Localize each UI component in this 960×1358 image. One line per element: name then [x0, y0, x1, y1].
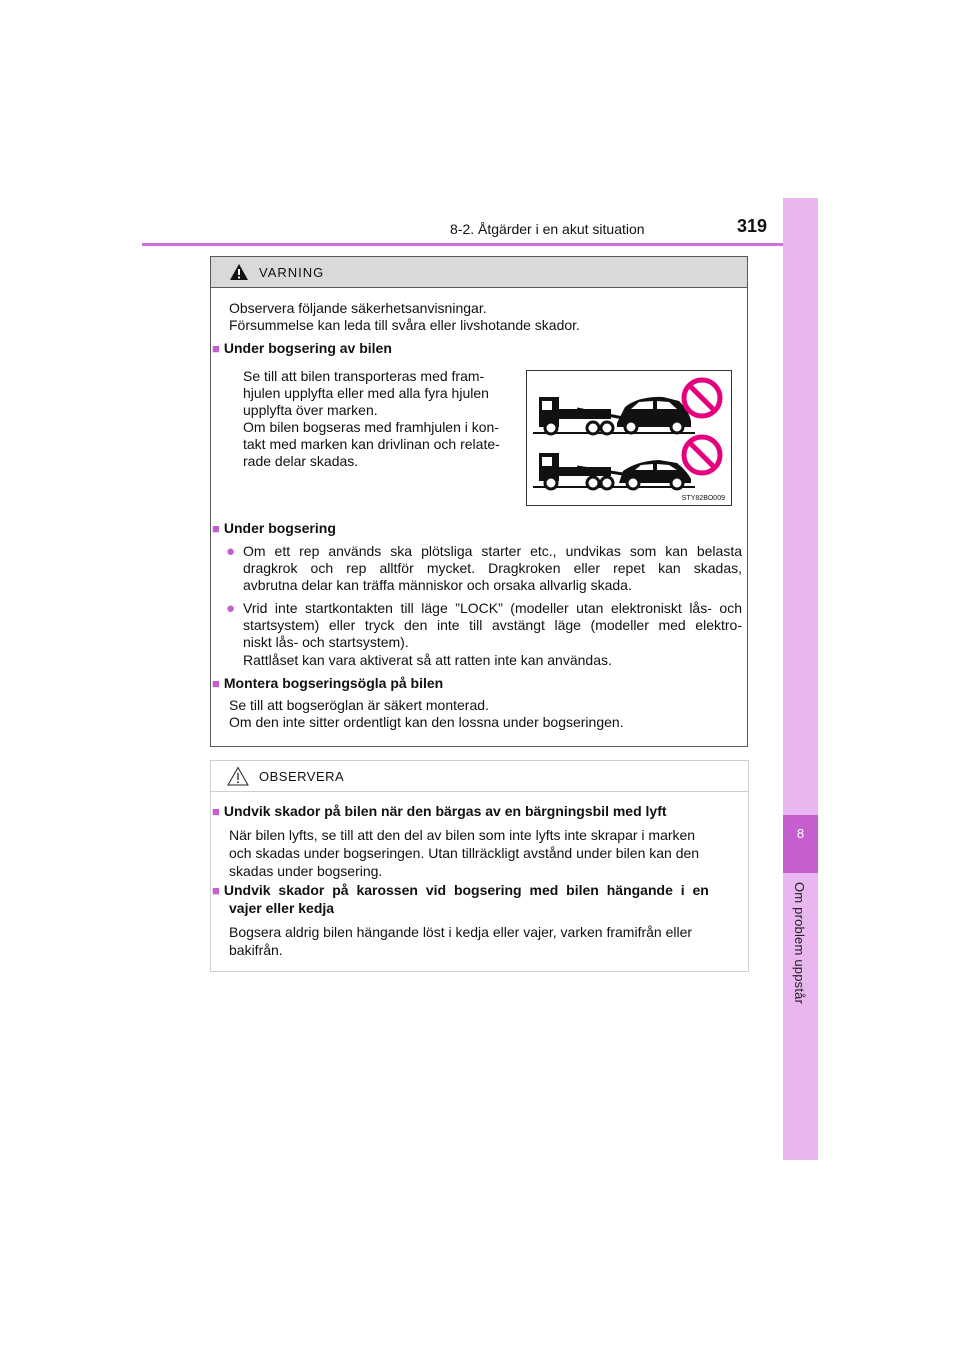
- notice-header: [211, 761, 748, 792]
- square-bullet-icon: ■: [212, 341, 220, 356]
- chapter-side-tab: [783, 198, 818, 1160]
- square-bullet-icon: ■: [212, 883, 220, 898]
- chapter-title: Om problem uppstår: [792, 882, 807, 1005]
- figure-code: STY82BO009: [681, 495, 725, 502]
- section-title: 8-2. Åtgärder i en akut situation: [450, 221, 645, 237]
- header-rule: [142, 243, 818, 246]
- warning-triangle-icon: [229, 263, 249, 281]
- warning-intro-1: Observera följande säkerhetsanvisningar.: [229, 300, 487, 316]
- bullet-dot-icon: ●: [226, 543, 236, 560]
- chapter-number-tab: [783, 815, 818, 873]
- warning-intro-2: Försummelse kan leda till svåra eller livshotande skador.: [229, 317, 580, 333]
- notice-title: OBSERVERA: [259, 768, 345, 784]
- towing-bullet-lock: Vrid inte startkontakten till läge ”LOCK” (modeller utan elektroniskt lås- och startsystem) eller tryck den inte till avstängt läge (modeller med elektro-: [243, 600, 742, 633]
- warning-header: [211, 257, 747, 288]
- chapter-number: 8: [796, 826, 805, 841]
- square-bullet-icon: ■: [212, 804, 220, 819]
- caution-triangle-icon: [227, 766, 249, 786]
- towing-bullet-lock-line4: Rattlåset kan vara aktiverat så att ratten inte kan användas.: [243, 652, 612, 668]
- tow-truck-prohibited-icon: [527, 371, 731, 505]
- notice-heading-chain: ■ Undvik skador på karossen vid bogsering med bilen hängande i en: [212, 882, 709, 898]
- towing-car-text: Se till att bilen transporteras med fram- hjulen upplyfta eller med alla fyra hjulen upplyfta över marken. Om bilen bogseras med framhjulen i kon- takt med marken kan drivlinan och relate- rade delar skadas.: [243, 368, 500, 469]
- towing-bullet-rope: Om ett rep används ska plötsliga starter etc., undvikas som kan belasta dragkrok och rep alltför mycket. Dragkroken eller repet kan skadas,: [243, 543, 742, 576]
- square-bullet-icon: ■: [212, 676, 220, 691]
- warning-title: VARNING: [259, 264, 325, 280]
- notice-lift-text: När bilen lyfts, se till att den del av bilen som inte lyfts inte skrapar i marken och skadas under bogseringen. Utan tillräckligt avstånd under bilen kan den skadas under bogsering.: [229, 827, 700, 879]
- page-number: 319: [737, 216, 768, 236]
- section-heading-tow-eyelet: ■ Montera bogseringsögla på bilen: [212, 675, 444, 691]
- towing-illustration: [526, 370, 732, 506]
- notice-heading-lift: ■ Undvik skador på bilen när den bärgas av en bärgningsbil med lyft: [212, 803, 667, 819]
- tow-eyelet-text-1: Se till att bogseröglan är säkert monterad.: [229, 697, 489, 713]
- square-bullet-icon: ■: [212, 521, 220, 536]
- bullet-dot-icon: ●: [226, 600, 236, 617]
- tow-eyelet-text-2: Om den inte sitter ordentligt kan den lossna under bogseringen.: [229, 714, 624, 730]
- section-heading-towing: ■ Under bogsering: [212, 520, 336, 536]
- towing-bullet-rope-end: avbrutna delar kan träffa människor och orsaka allvarlig skada.: [243, 577, 632, 593]
- notice-heading-chain-line2: vajer eller kedja: [229, 900, 335, 916]
- notice-chain-text: Bogsera aldrig bilen hängande löst i kedja eller vajer, varken framifrån eller bakifrån.: [229, 924, 693, 958]
- section-heading-towing-car: ■ Under bogsering av bilen: [212, 340, 392, 356]
- towing-bullet-lock-line3: niskt lås- och startsystem).: [243, 634, 409, 650]
